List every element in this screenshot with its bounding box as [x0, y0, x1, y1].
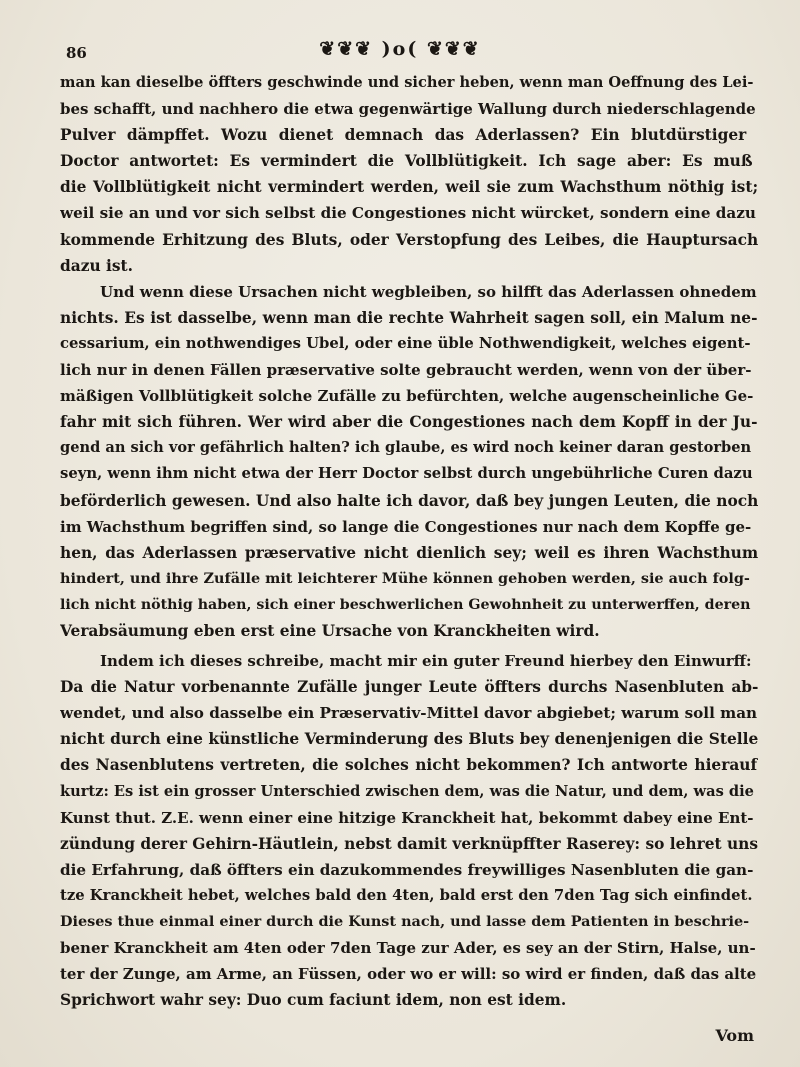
text-line: kommende Erhitzung des Bluts, oder Verstopfung des Leibes, die Hauptursach [60, 230, 758, 249]
header-ornament: ❦❦❦ )o( ❦❦❦ [319, 38, 481, 60]
text-line: ter der Zunge, am Arme, an Füssen, oder wo er will: so wird er finden, daß das alte [60, 965, 757, 984]
text-line: Sprichwort wahr sey: Duo cum faciunt idem, non est idem. [60, 991, 567, 1010]
text-line: hindert, und ihre Zufälle mit leichterer Mühe können gehoben werden, sie auch folg- [60, 569, 750, 587]
text-line: Verabsäumung eben erst eine Ursache von Kranckheiten wird. [60, 621, 600, 640]
text-line: dazu ist. [60, 256, 134, 275]
text-line: seyn, wenn ihm nicht etwa der Herr Doctor selbst durch ungebührliche Curen dazu [60, 465, 753, 483]
text-line: nichts. Es ist dasselbe, wenn man die rechte Wahrheit sagen soll, ein Malum ne- [60, 308, 758, 327]
text-line: beförderlich gewesen. Und also halte ich davor, daß bey jungen Leuten, die noch [60, 491, 758, 510]
text-line: kurtz: Es ist ein grosser Unterschied zwischen dem, was die Natur, und dem, was die [60, 782, 754, 800]
text-line: lich nicht nöthig haben, sich einer beschwerlichen Gewohnheit zu unterwerffen, deren [60, 596, 751, 613]
text-line: tze Kranckheit hebet, welches bald den 4ten, bald erst den 7den Tag sich einfindet. [60, 886, 753, 904]
text-line: des Nasenblutens vertreten, die solches nicht bekommen? Ich antworte hierauf [60, 756, 758, 775]
text-line: Doctor antwortet: Es vermindert die Vollblütigkeit. Ich sage aber: Es muß [60, 152, 753, 171]
text-line: wendet, und also dasselbe ein Præservativ-Mittel davor abgiebet; warum soll man [60, 704, 758, 723]
page-number: 86 [66, 44, 87, 62]
text-line: Da die Natur vorbenannte Zufälle junger Leute öffters durchs Nasenbluten ab- [60, 678, 758, 697]
text-line: nicht durch eine künstliche Verminderung des Bluts bey denenjenigen die Stelle [60, 730, 758, 749]
catchword: Vom [715, 1026, 754, 1046]
page-header [44, 34, 756, 70]
text-line: fahr mit sich führen. Wer wird aber die Congestiones nach dem Kopff in der Ju- [60, 413, 758, 432]
text-line: hen, das Aderlassen præservative nicht dienlich sey; weil es ihren Wachsthum [60, 543, 758, 562]
text-line: Kunst thut. Z.E. wenn einer eine hitzige Kranckheit hat, bekommt dabey eine Ent- [60, 808, 754, 827]
text-line: im Wachsthum begriffen sind, so lange die Congestiones nur nach dem Kopffe ge- [60, 517, 752, 536]
text-line: Pulver dämpffet. Wozu dienet demnach das Aderlassen? Ein blutdürstiger [60, 126, 747, 145]
text-line: Dieses thue einmal einer durch die Kunst nach, und lasse dem Patienten in beschrie- [60, 913, 750, 930]
text-line: zündung derer Gehirn-Häutlein, nebst damit verknüpffter Raserey: so lehret uns [60, 834, 758, 853]
text-line: gend an sich vor gefährlich halten? ich glaube, es wird noch keiner daran gestorben [60, 439, 752, 457]
text-line: die Erfahrung, daß öffters ein dazukommendes freywilliges Nasenbluten die gan- [60, 860, 754, 879]
text-line: mäßigen Vollblütigkeit solche Zufälle zu befürchten, welche augenscheinliche Ge- [60, 387, 754, 406]
text-line: weil sie an und vor sich selbst die Congestiones nicht würcket, sondern eine dazu [60, 204, 756, 223]
text-line: lich nur in denen Fällen præservative solte gebraucht werden, wenn von der über- [60, 361, 752, 380]
paragraph-start-line: Und wenn diese Ursachen nicht wegbleiben, so hilfft das Aderlassen ohnedem [100, 282, 757, 301]
text-line: cessarium, ein nothwendiges Ubel, oder eine üble Nothwendigkeit, welches eigent- [60, 334, 751, 352]
body-text [60, 70, 758, 1049]
text-line: bener Kranckheit am 4ten oder 7den Tage zur Ader, es sey an der Stirn, Halse, un- [60, 939, 756, 958]
text-line: bes schafft, und nachhero die etwa gegenwärtige Wallung durch niederschlagende [60, 100, 756, 119]
paragraph-start-line: Indem ich dieses schreibe, macht mir ein guter Freund hierbey den Einwurff: [100, 652, 752, 671]
text-line: man kan dieselbe öffters geschwinde und sicher heben, wenn man Oeffnung des Lei- [60, 74, 754, 91]
text-line: die Vollblütigkeit nicht vermindert werden, weil sie zum Wachsthum nöthig ist; [60, 178, 758, 197]
